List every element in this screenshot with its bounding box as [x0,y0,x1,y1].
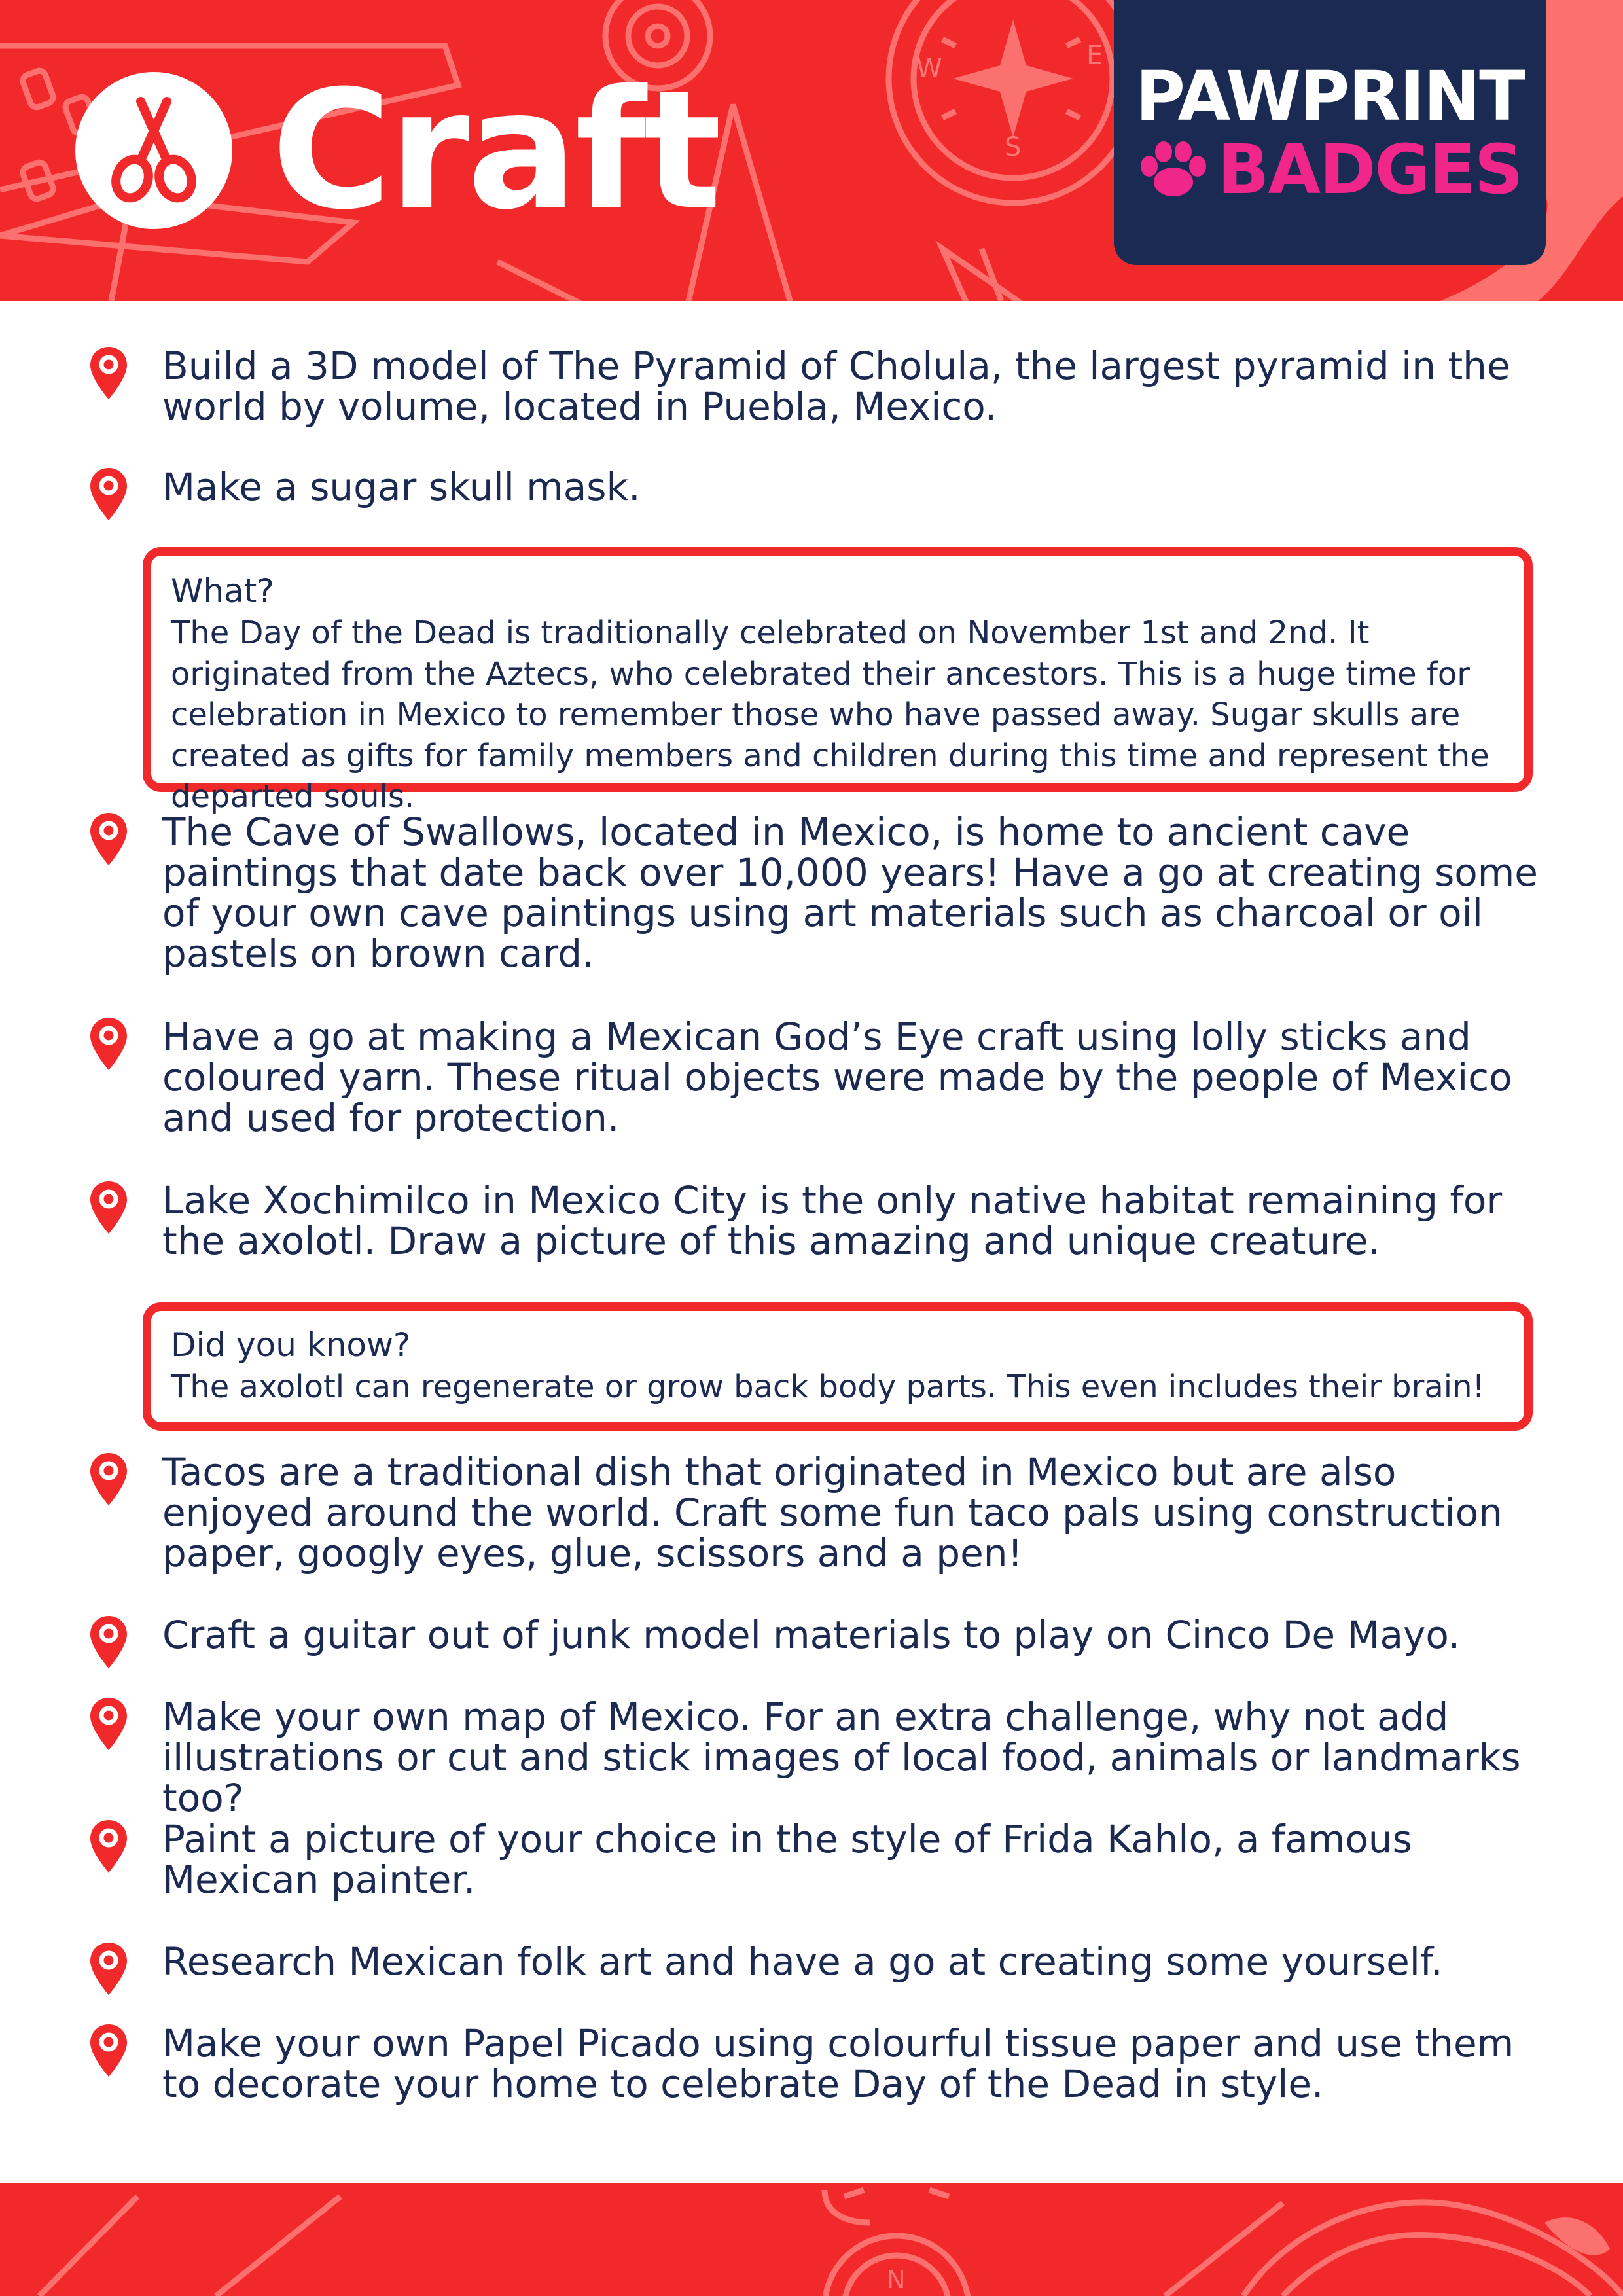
compass-letter-w: W [916,54,942,84]
location-pin-icon [89,1180,128,1235]
location-pin-icon [89,1016,128,1071]
info-box-title: Did you know? [171,1326,411,1364]
info-box-text: The axolotl can regenerate or grow back body parts. This even includes their brain! [171,1369,1485,1405]
location-pin-icon [89,346,128,401]
location-pin-icon [89,1941,128,1996]
location-pin-icon [89,1452,128,1507]
item-text: Tacos are a traditional dish that originated in Mexico but are also enjoyed around the world. Craft some fun taco pals using construction paper, googly eyes, glue, scissors and a pen! [162,1450,1503,1575]
item-text: Make a sugar skull mask. [162,465,641,509]
item-text: Research Mexican folk art and have a go at creating some yourself. [162,1939,1443,1984]
location-pin-icon [89,1615,128,1670]
title-group [75,55,719,245]
item-text: Have a go at making a Mexican God’s Eye craft using lolly sticks and coloured yarn. These ritual objects were made by the people of Mexico and used for protection. [162,1014,1512,1140]
info-box-text: The Day of the Dead is traditionally celebrated on November 1st and 2nd. It originated from the Aztecs, who celebrated their ancestors. This is a huge time for celebration in Mexico to remember those who have passed away. Sugar skulls are created as gifts for family members and children during this time and represent the departed souls. [171,615,1489,815]
info-box-did-you-know [143,1302,1533,1431]
scissors-icon [75,72,232,229]
info-box-what [143,547,1533,815]
paw-icon [1137,140,1209,199]
footer-banner [0,2183,1623,2296]
compass-letter-e: E [1086,41,1103,71]
location-pin-icon [89,812,128,867]
location-pin-icon [89,1819,128,1874]
info-box-title: What? [171,572,274,610]
header-banner [0,0,1623,301]
item-text: Lake Xochimilco in Mexico City is the only native habitat remaining for the axolotl. Draw a picture of this amazing and unique creature. [162,1178,1503,1263]
item-text: Craft a guitar out of junk model materials to play on Cinco De Mayo. [162,1613,1461,1657]
compass-letter-s: S [1005,132,1022,162]
compass-letter-n: N [887,2265,906,2294]
item-text: The Cave of Swallows, located in Mexico, is home to ancient cave paintings that date back over 10,000 years! Have a go at creating some of your own cave paintings using art materials such as charcoal or oil pastels on brown card. [162,810,1538,976]
item-text: Build a 3D model of The Pyramid of Cholula, the largest pyramid in the world by volume, located in Puebla, Mexico. [162,344,1510,429]
item-text: Make your own Papel Picado using colourful tissue paper and use them to decorate your home to celebrate Day of the Dead in style. [162,2021,1514,2106]
footer-pattern [0,2183,1623,2296]
location-pin-icon [89,2023,128,2078]
location-pin-icon [89,467,128,522]
location-pin-icon [89,1696,128,1751]
page-title: Craft [272,55,719,245]
brand-bottom-text: BADGES [1217,129,1522,209]
item-text: Make your own map of Mexico. For an extra challenge, why not add illustrations or cut and stick images of local food, animals or landmarks too? [162,1695,1521,1820]
brand-top-text: PAWPRINT [1135,56,1525,136]
item-text: Paint a picture of your choice in the style of Frida Kahlo, a famous Mexican painter. [162,1817,1412,1902]
brand-logo [1114,0,1546,265]
